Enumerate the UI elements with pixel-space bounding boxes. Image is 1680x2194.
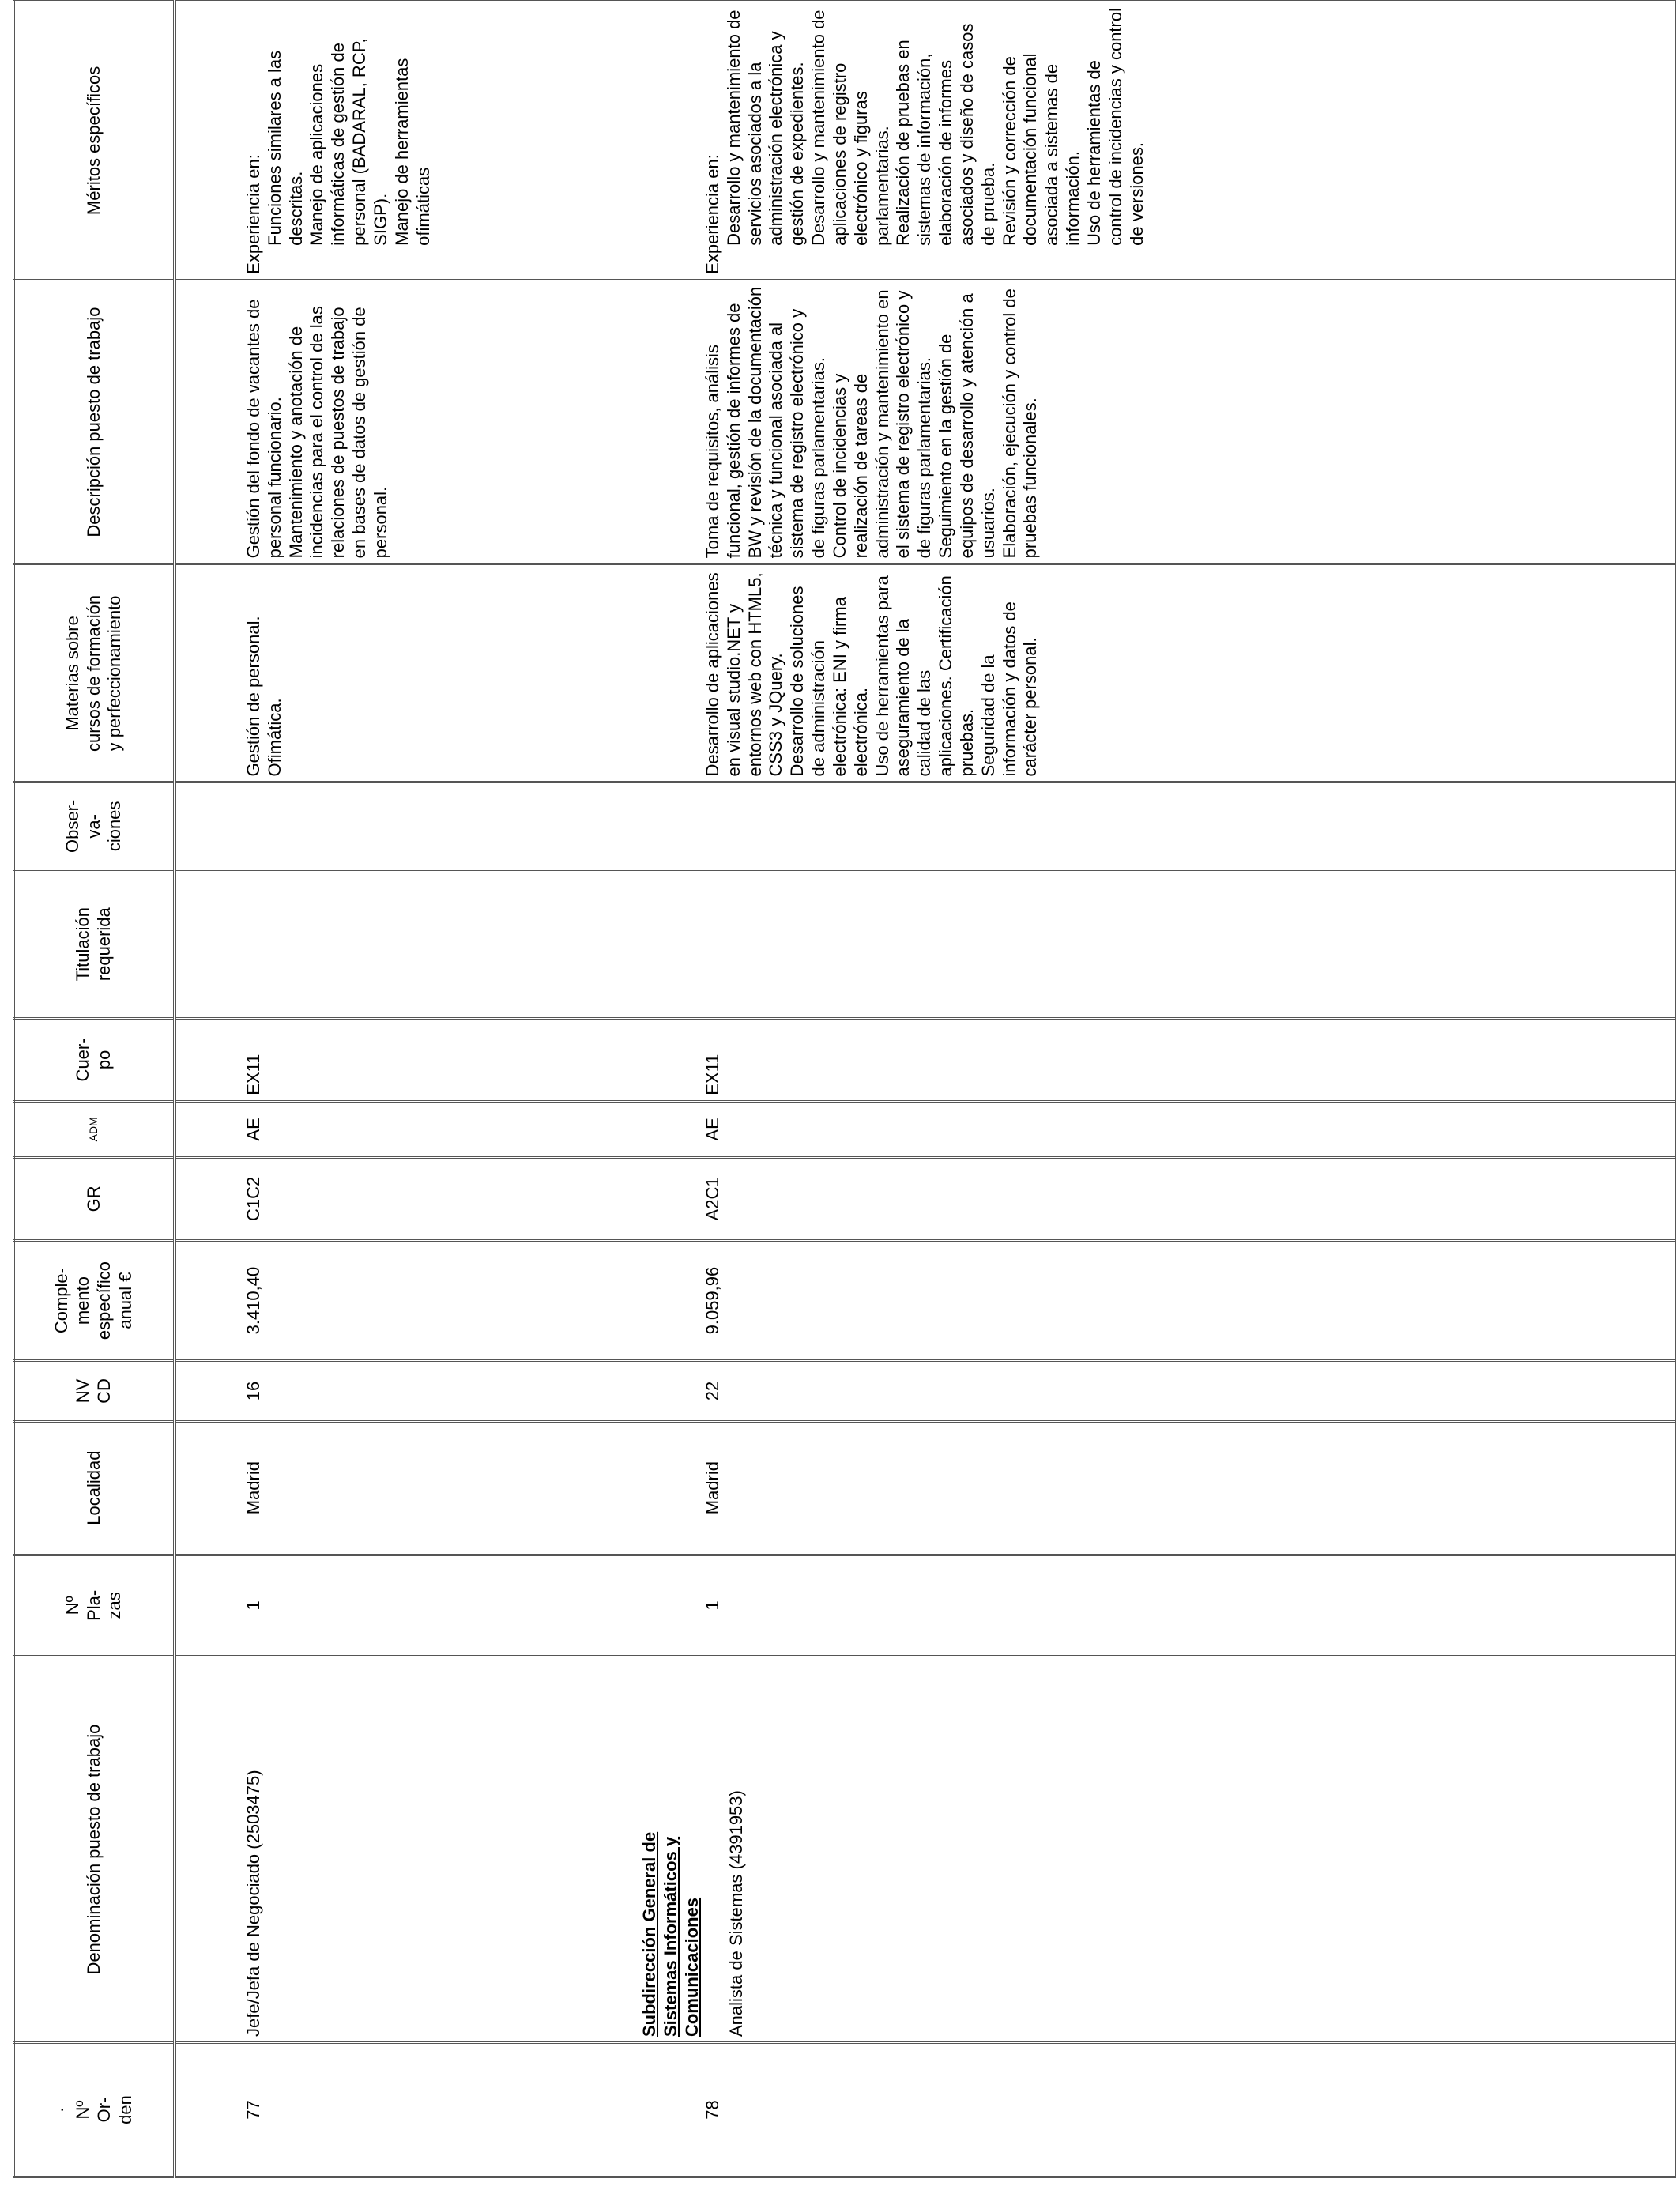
cell-observaciones	[608, 782, 1674, 870]
header-descripcion: Descripción puesto de trabajo	[14, 280, 175, 564]
cell-meritos	[608, 2, 1674, 281]
cell-denominacion: Jefe/Jefa de Negociado (2503475)	[175, 1657, 608, 2043]
header-titulacion: Titulación requerida	[14, 870, 175, 1019]
cell-adm: AE	[608, 1101, 1674, 1157]
cell-localidad: Madrid	[608, 1421, 1674, 1555]
materias-item: Uso de herramientas para aseguramiento de la calidad de las aplicaciones. Certificación pruebas.	[872, 575, 977, 777]
cell-observaciones	[175, 782, 608, 870]
materias-item: Gestión de personal.	[243, 616, 263, 777]
meritos-item: Revisión y corrección de documentación funcional asociada a sistemas de información.	[999, 53, 1083, 246]
descripcion-item: Seguimiento en la gestión de equipos de desarrollo y atención a usuarios.	[936, 293, 998, 559]
header-localidad: Localidad	[14, 1421, 175, 1555]
header-adm: ADM	[14, 1101, 175, 1157]
job-positions-table	[13, 0, 1676, 2178]
table-row	[608, 2, 1674, 2177]
descripcion-item: Toma de requisitos, análisis funcional, gestión de informes de BW y revisión de la documentación técnica y funcional asociada al sistema de registro electrónico y de figuras parlamentarias.	[703, 286, 829, 559]
descripcion-item: Mantenimiento y anotación de incidencias para el control de las relaciones de puestos de trabajo en bases de datos de gestión de personal.	[285, 306, 390, 559]
cell-localidad: Madrid	[175, 1421, 608, 1555]
cell-descripcion	[175, 280, 608, 564]
cell-meritos	[175, 2, 608, 281]
materias-item: Desarrollo de aplicaciones en visual studio.NET y entornos web con HTML5, CSS3 y JQuery.	[703, 572, 786, 777]
meritos-item: Experiencia en:	[703, 154, 722, 274]
meritos-item: Realización de pruebas en sistemas de información, elaboración de informes asociados y diseño de casos de prueba.	[893, 23, 998, 246]
header-denominacion: Denominación puesto de trabajo	[14, 1657, 175, 2043]
cell-plazas: 1	[608, 1555, 1674, 1657]
cell-materias	[608, 564, 1674, 782]
header-orden: · Nº Or- den	[14, 2043, 175, 2177]
header-meritos: Méritos específicos	[14, 2, 175, 281]
meritos-item: Uso de herramientas de control de incidencias y control de versiones.	[1083, 8, 1147, 246]
cell-grupo: A2C1	[608, 1157, 1674, 1240]
cell-orden: 78	[608, 2043, 1674, 2177]
header-plazas: Nº Pla- zas	[14, 1555, 175, 1657]
cell-grupo: C1C2	[175, 1157, 608, 1240]
descripcion-item: Control de incidencias y realización de tareas de administración y mantenimiento en el sistema de registro electrónico y de figuras parlamentarias.	[829, 289, 935, 559]
meritos-item: Experiencia en:	[243, 154, 263, 274]
cell-adm: AE	[175, 1101, 608, 1157]
header-grupo: GR	[14, 1157, 175, 1240]
descripcion-item: Gestión del fondo de vacantes de personal funcionario.	[243, 299, 284, 559]
cell-descripcion	[608, 280, 1674, 564]
table-row	[175, 2, 608, 2177]
header-nivel: NV CD	[14, 1361, 175, 1421]
meritos-item: Desarrollo y mantenimiento de aplicaciones de registro electrónico y figuras parlamentarias.	[808, 9, 892, 246]
cell-nivel: 22	[608, 1361, 1674, 1421]
header-observaciones: Obser- va- ciones	[14, 782, 175, 870]
cell-cuerpo: EX11	[608, 1019, 1674, 1102]
meritos-item: Funciones similares a las descritas.	[264, 50, 306, 246]
materias-item: Seguridad de la información y datos de carácter personal.	[977, 601, 1041, 777]
meritos-item: Manejo de aplicaciones informáticas de gestión de personal (BADARAL, RCP, SIGP).	[307, 38, 390, 246]
header-cuerpo: Cuer- po	[14, 1019, 175, 1102]
section-title: Subdirección General de Sistemas Informáticos y Comunicaciones	[639, 1831, 702, 2037]
cell-complemento: 3.410,40	[175, 1240, 608, 1360]
header-complemento: Comple- mento específico anual €	[14, 1240, 175, 1360]
cell-complemento: 9.059,96	[608, 1240, 1674, 1360]
descripcion-item: Elaboración, ejecución y control de pruebas funcionales.	[999, 288, 1041, 559]
materias-item: Desarrollo de soluciones de administración electrónica: ENI y firma electrónica.	[787, 586, 871, 777]
cell-nivel: 16	[175, 1361, 608, 1421]
cell-denominacion: Subdirección General de Sistemas Informáticos y Comunicaciones Analista de Sistemas (4391953)	[608, 1657, 1674, 2043]
cell-plazas: 1	[175, 1555, 608, 1657]
meritos-item: Manejo de herramientas ofimáticas	[391, 58, 433, 246]
header-row	[14, 2, 175, 2177]
cell-materias	[175, 564, 608, 782]
meritos-item: Desarrollo y mantenimiento de servicios asociados a la administración electrónica y gestión de expedientes.	[723, 9, 808, 246]
cell-orden: 77	[175, 2043, 608, 2177]
cell-titulacion	[175, 870, 608, 1019]
cell-titulacion	[608, 870, 1674, 1019]
cell-cuerpo: EX11	[175, 1019, 608, 1102]
materias-item: Ofimática.	[264, 698, 284, 777]
header-materias: Materias sobre cursos de formación y perfeccionamiento	[14, 564, 175, 782]
